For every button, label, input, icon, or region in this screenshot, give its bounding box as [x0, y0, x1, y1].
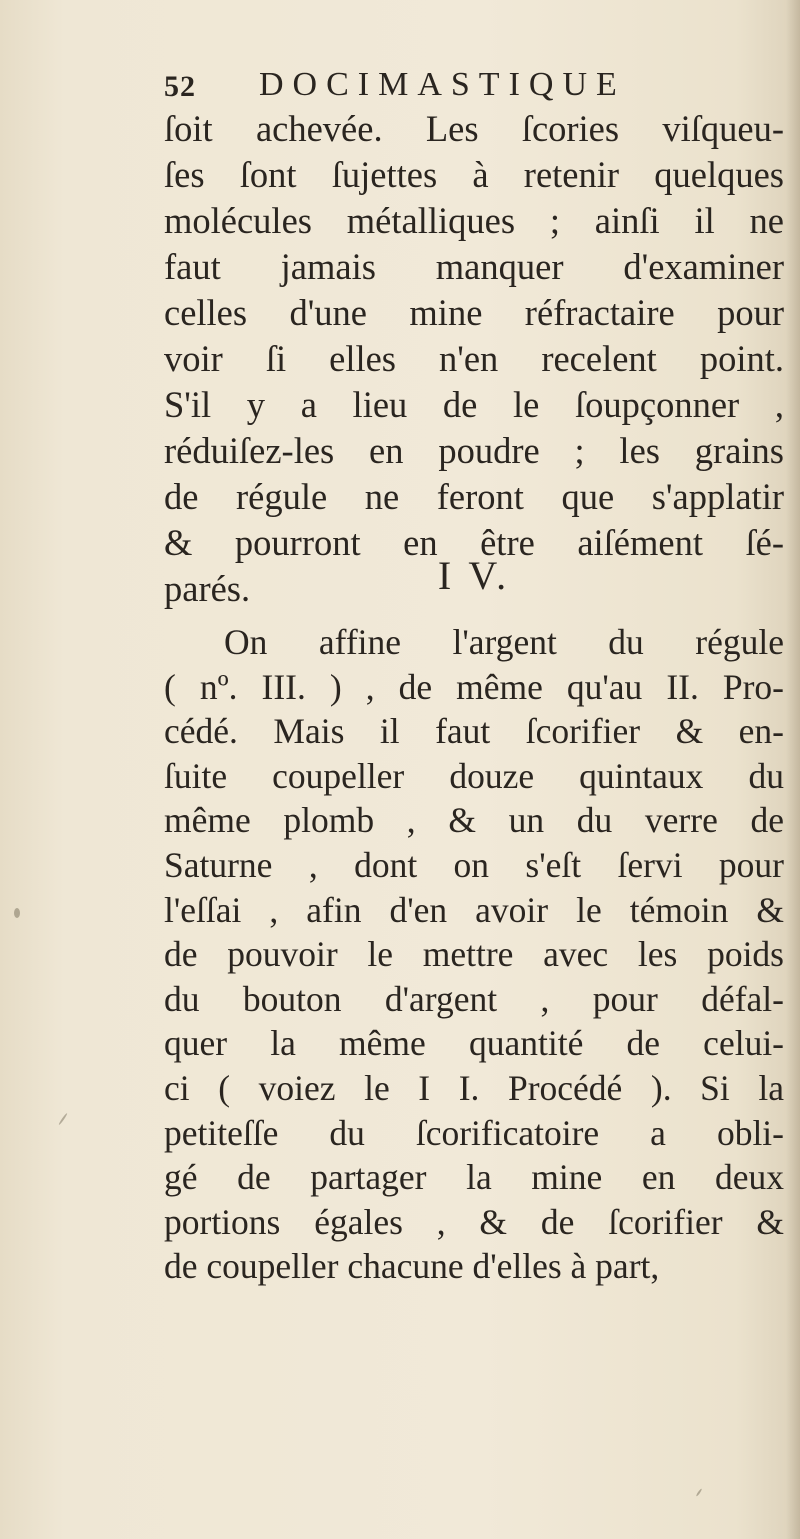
section-heading: I V. [437, 553, 511, 598]
text-line: petiteſſe du ſcorificatoire a obli- [164, 1112, 784, 1153]
text-line: du bouton d'argent , pour défal- [164, 978, 784, 1019]
text-line: de pouvoir le mettre avec les poids [164, 934, 784, 975]
text-line: quer la même quantité de celui- [164, 1023, 784, 1064]
paragraph-2 [164, 620, 784, 1289]
text-line: S'il y a lieu de le ſoupçonner , [164, 384, 784, 425]
text-line: ſuite coupeller douze quintaux du [164, 755, 784, 796]
page-edge-shadow [786, 0, 800, 1539]
page-number: 52 [164, 70, 196, 103]
text-line: voir ſi elles n'en recelent point. [164, 338, 784, 379]
text-line: molécules métalliques ; ainſi il ne [164, 200, 784, 241]
text-line: On affine l'argent du régule [224, 622, 784, 662]
text-line: celles d'une mine réfractaire pour [164, 292, 784, 333]
text-line: ſoit achevée. Les ſcories viſqueu- [164, 108, 784, 149]
paper-speck [696, 1488, 703, 1497]
text-line: Saturne , dont on s'eſt ſervi pour [164, 844, 784, 885]
text-line: réduiſez-les en poudre ; les grains [164, 430, 784, 471]
text-line: de régule ne feront que s'applatir [164, 476, 784, 517]
text-line: ci ( voiez le I I. Procédé ). Si la [164, 1067, 784, 1108]
text-line: faut jamais manquer d'examiner [164, 246, 784, 287]
running-head-title: DOCIMASTIQUE [259, 66, 626, 103]
running-header [164, 66, 724, 110]
paper-speck [58, 1113, 68, 1126]
text-line: cédé. Mais il faut ſcorifier & en- [164, 711, 784, 752]
text-line: ( nº. III. ) , de même qu'au II. Pro- [164, 666, 784, 707]
paper-speck [14, 908, 20, 918]
text-line: ſes ſont ſujettes à retenir quelques [164, 154, 784, 195]
text-line: parés. [164, 568, 251, 609]
text-line: même plomb , & un du verre de [164, 800, 784, 841]
text-line: portions égales , & de ſcorifier & [164, 1201, 784, 1242]
text-line: gé de partager la mine en deux [164, 1157, 784, 1198]
text-line: l'eſſai , afin d'en avoir le témoin & [164, 889, 784, 930]
text-line: de coupeller chacune d'elles à part, [164, 1246, 660, 1287]
paragraph-1 [164, 106, 784, 612]
text-line: & pourront en être aiſément ſé- [164, 522, 784, 563]
